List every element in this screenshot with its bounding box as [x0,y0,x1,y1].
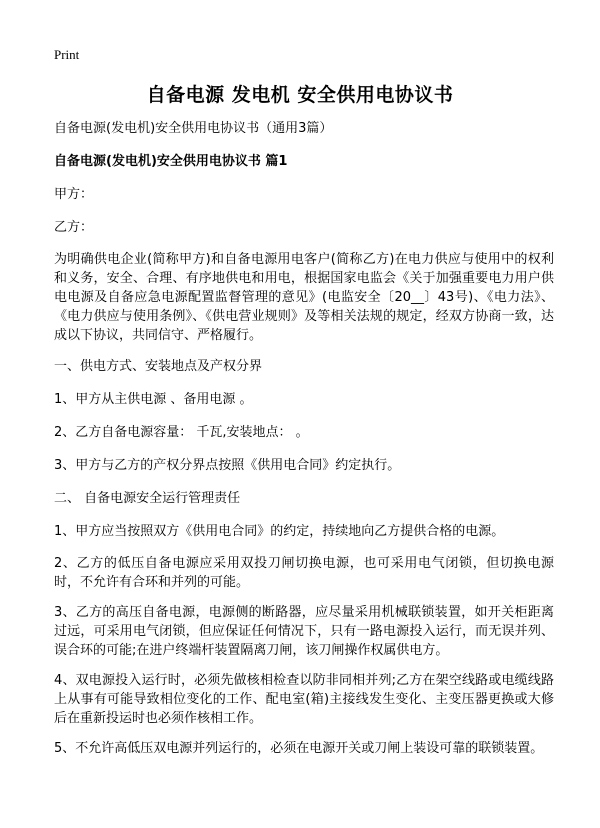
clause-2-4: 4、双电源投入运行时，必须先做核相检查以防非同相并列;乙方在架空线路或电缆线路上从事有可能导致相位变化的工作、配电室(箱)主接线发生变化、主变压器更换或大修后在重新投运时也必须作核相工作。 [54,673,554,726]
document-subtitle: 自备电源(发电机)安全供用电协议书（通用3篇） [54,121,333,136]
section-heading-1: 一、供电方式、安装地点及产权分界 [54,359,263,374]
party-a-label: 甲方： [54,187,94,202]
document-title: 自备电源 发电机 安全供用电协议书 [146,84,454,106]
section-heading-2: 二、 自备电源安全运行管理责任 [54,491,241,506]
preamble-paragraph: 为明确供电企业(简称甲方)和自备电源用电客户(简称乙方)在电力供应与使用中的权利和义务，安全、合理、有序地供电和用电，根据国家电监会《关于加强重要电力用户供电电源及自备应急电源配置监督管理的意见》(电监安全〔20__〕43号)、《电力法》、《电力供应与使用条例》、《供电营业规则》及等相关法规的规定，经双方协商一致，达成以下协议，共同信守、严格履行。 [54,252,554,343]
clause-2-3: 3、乙方的高压自备电源，电源侧的断路器，应尽量采用机械联锁装置，如开关柜距离过远，可采用电气闭锁，但应保证任何情况下，只有一路电源投入运行，而无误并列、误合环的可能;在进户终端杆装置隔离刀闸，该刀闸操作权属供电方。 [54,605,554,658]
document-body [54,118,554,769]
clause-2-1: 1、甲方应当按照双方《供用电合同》的约定，持续地向乙方提供合格的电源。 [54,524,505,539]
print-link[interactable]: Print [54,47,80,62]
clause-2-2: 2、乙方的低压自备电源应采用双投刀闸切换电源，也可采用电气闭锁，但切换电源时，不允许有合环和并列的可能。 [54,556,554,590]
clause-2-5: 5、不允许高低压双电源并列运行的，必须在电源开关或刀闸上装设可靠的联锁装置。 [54,741,544,756]
party-b-label: 乙方： [54,220,94,235]
section-title: 自备电源(发电机)安全供用电协议书 篇1 [54,154,288,169]
clause-1-3: 3、甲方与乙方的产权分界点按照《供用电合同》约定执行。 [54,458,401,473]
clause-1-1: 1、甲方从主供电源 、备用电源 。 [54,392,253,407]
clause-1-2: 2、乙方自备电源容量： 千瓦,安装地点： 。 [54,425,309,440]
